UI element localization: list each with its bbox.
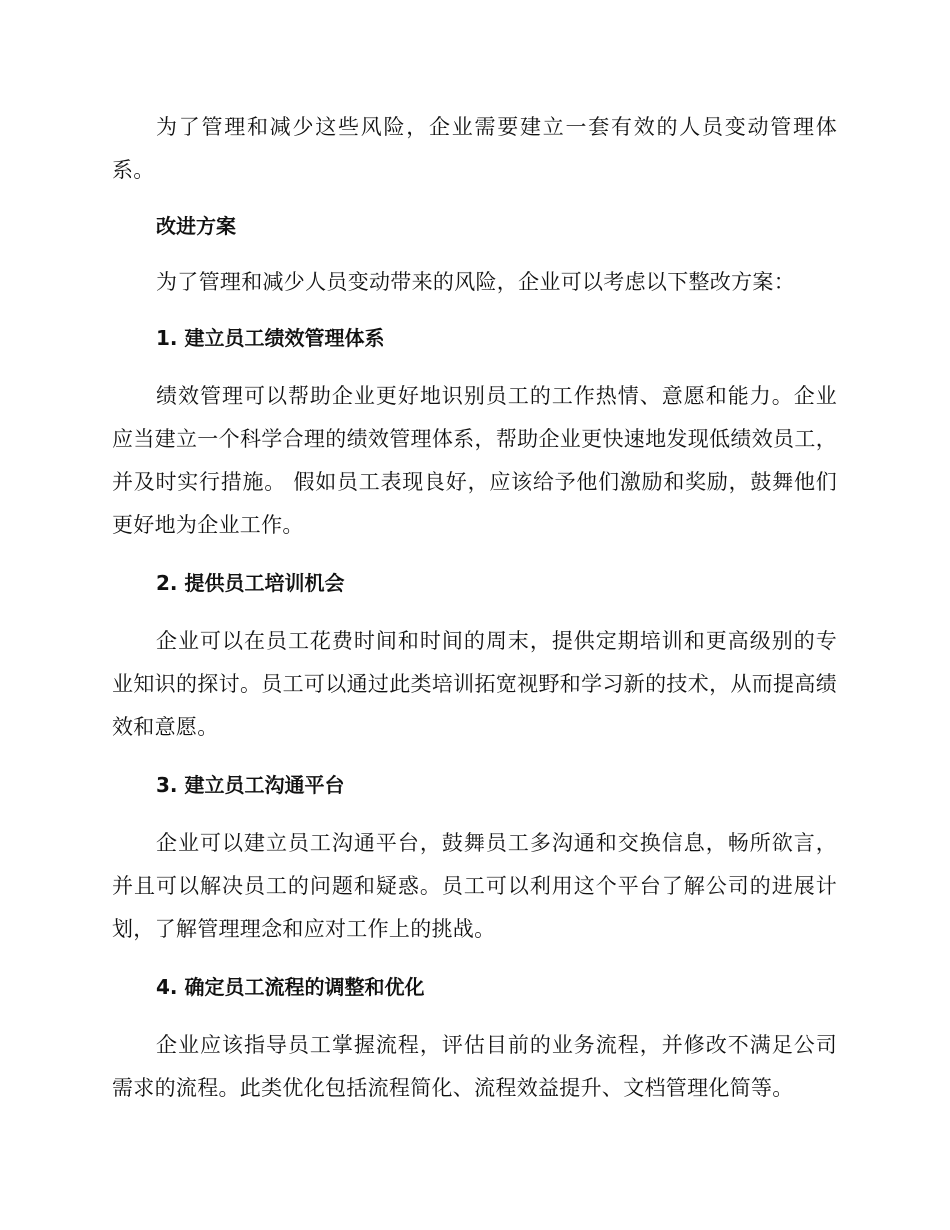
intro-paragraph: 为了管理和减少这些风险，企业需要建立一套有效的人员变动管理体系。 bbox=[112, 115, 837, 182]
item-3-body: 企业可以建立员工沟通平台，鼓舞员工多沟通和交换信息，畅所欲言，并且可以解决员工的问题和疑惑。员工可以利用这个平台了解公司的进展计划，了解管理理念和应对工作上的挑战。 bbox=[112, 831, 837, 941]
section-intro-paragraph: 为了管理和减少人员变动带来的风险，企业可以考虑以下整改方案： bbox=[156, 270, 795, 294]
item-1-body: 绩效管理可以帮助企业更好地识别员工的工作热情、意愿和能力。企业应当建立一个科学合理的绩效管理体系，帮助企业更快速地发现低绩效员工，并及时实行措施。 假如员工表现良好，应该给予他们激励和奖励，鼓舞他们更好地为企业工作。 bbox=[112, 384, 837, 537]
item-4-body: 企业应该指导员工掌握流程，评估目前的业务流程，并修改不满足公司需求的流程。此类优化包括流程简化、流程效益提升、文档管理化简等。 bbox=[112, 1033, 837, 1100]
item-2-heading: 2. 提供员工培训机会 bbox=[156, 571, 345, 595]
section-title: 改进方案 bbox=[156, 214, 236, 238]
item-4-heading: 4. 确定员工流程的调整和优化 bbox=[156, 975, 425, 999]
document-page bbox=[112, 106, 837, 1110]
item-3-heading: 3. 建立员工沟通平台 bbox=[156, 773, 345, 797]
item-1-heading: 1. 建立员工绩效管理体系 bbox=[156, 326, 385, 350]
item-2-body: 企业可以在员工花费时间和时间的周末，提供定期培训和更高级别的专业知识的探讨。员工可以通过此类培训拓宽视野和学习新的技术，从而提高绩效和意愿。 bbox=[112, 629, 837, 739]
